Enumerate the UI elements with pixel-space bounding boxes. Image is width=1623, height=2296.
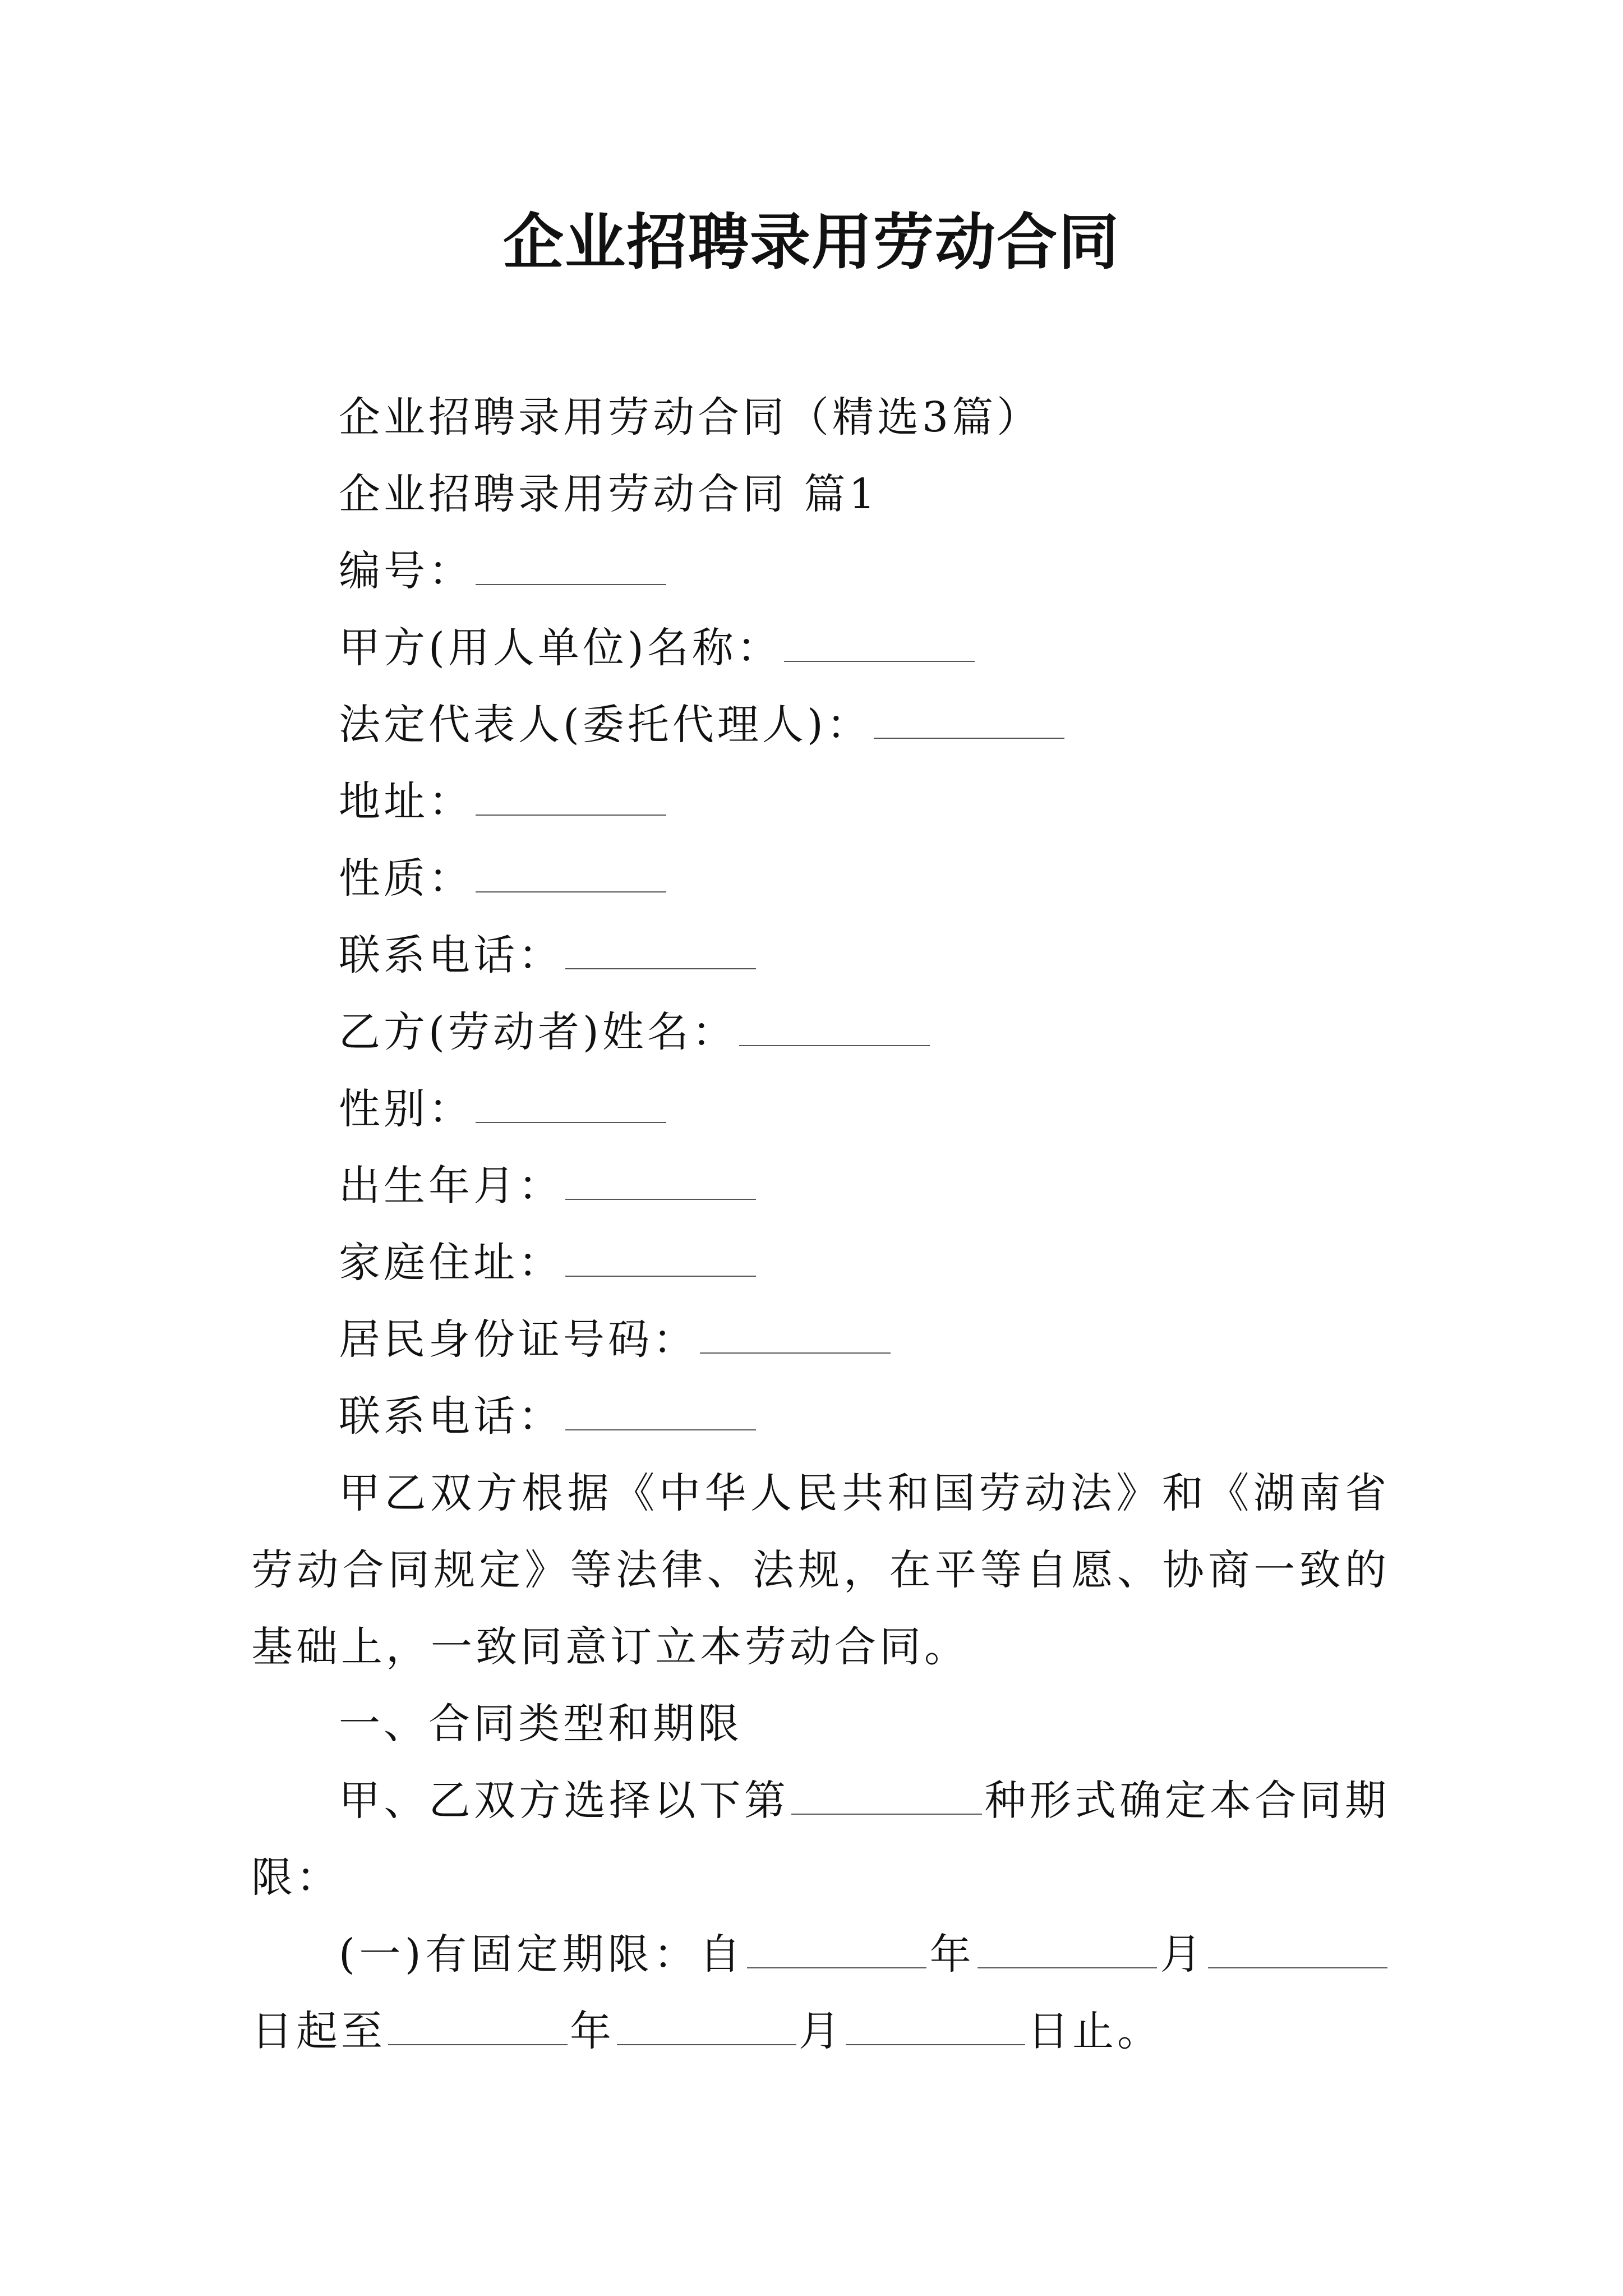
field-label: 乙方(劳动者)姓名： [339,1008,737,1056]
field-gender [251,1071,1390,1148]
fixed-term-p6: 月 [799,2007,843,2055]
field-legal-rep [251,687,1390,763]
field-label: 性别： [339,1085,473,1133]
blank-line [700,1314,891,1354]
field-home-address [251,1225,1390,1301]
fixed-term-p5: 年 [570,2007,615,2055]
blank-line [747,1929,926,1968]
fixed-term-p7: 日止。 [1027,2007,1162,2055]
field-nature [251,840,1390,917]
field-id-number [251,1301,1390,1378]
field-birth [251,1148,1390,1225]
clause-text-part2: 种形式确定本合同期限： [251,1777,1390,1902]
field-label: 联系电话： [339,1392,563,1441]
blank-line [791,1775,982,1815]
blank-line [565,930,756,969]
fixed-term-p2: 年 [929,1930,976,1978]
blank-line [476,1084,666,1123]
field-label: 性质： [339,854,473,903]
field-label: 联系电话： [339,931,563,979]
field-phone-b [251,1378,1390,1455]
fixed-term-p1: (一)有固定期限：自 [339,1930,745,1978]
fixed-term-p4: 日起至 [251,2007,386,2055]
blank-line [476,853,666,892]
intro-paragraph: 甲乙双方根据《中华人民共和国劳动法》和《湖南省劳动合同规定》等法律、法规，在平等自愿、协商一致的基础上，一致同意订立本劳动合同。 [251,1469,1390,1671]
section-heading: 企业招聘录用劳动合同 篇1 [339,470,879,518]
field-label: 出生年月： [339,1162,563,1210]
blank-line [617,2006,796,2045]
blank-line [565,1237,756,1277]
fixed-term-p3: 月 [1159,1930,1206,1978]
blank-line [476,776,666,816]
field-party-a-name [251,610,1390,687]
blank-line [846,2006,1025,2045]
field-phone-a [251,917,1390,994]
blank-line [565,1161,756,1200]
blank-line [978,1929,1157,1968]
blank-line [1208,1929,1387,1968]
field-number [251,533,1390,610]
blank-line [565,1391,756,1430]
field-label: 甲方(用人单位)名称： [339,624,782,672]
clause-heading: 一、合同类型和期限 [339,1700,743,1748]
field-label: 编号： [339,547,473,595]
document-body [251,379,1390,2070]
fixed-term-clause [251,1916,1390,2070]
clause-text [251,1763,1390,1916]
blank-line [739,1007,930,1046]
blank-line [784,623,975,662]
field-label: 地址： [339,777,473,826]
blank-line [388,2006,568,2045]
document-title: 企业招聘录用劳动合同 [502,207,1120,278]
blank-line [476,546,666,585]
field-label: 法定代表人(委托代理人)： [339,701,872,749]
clause-text-part1: 甲、乙双方选择以下第 [339,1777,790,1825]
field-party-b-name [251,994,1390,1071]
field-label: 居民身份证号码： [339,1315,698,1364]
field-address [251,763,1390,840]
blank-line [874,700,1064,739]
subtitle: 企业招聘录用劳动合同（精选3篇） [339,393,1042,441]
field-label: 家庭住址： [339,1239,563,1287]
